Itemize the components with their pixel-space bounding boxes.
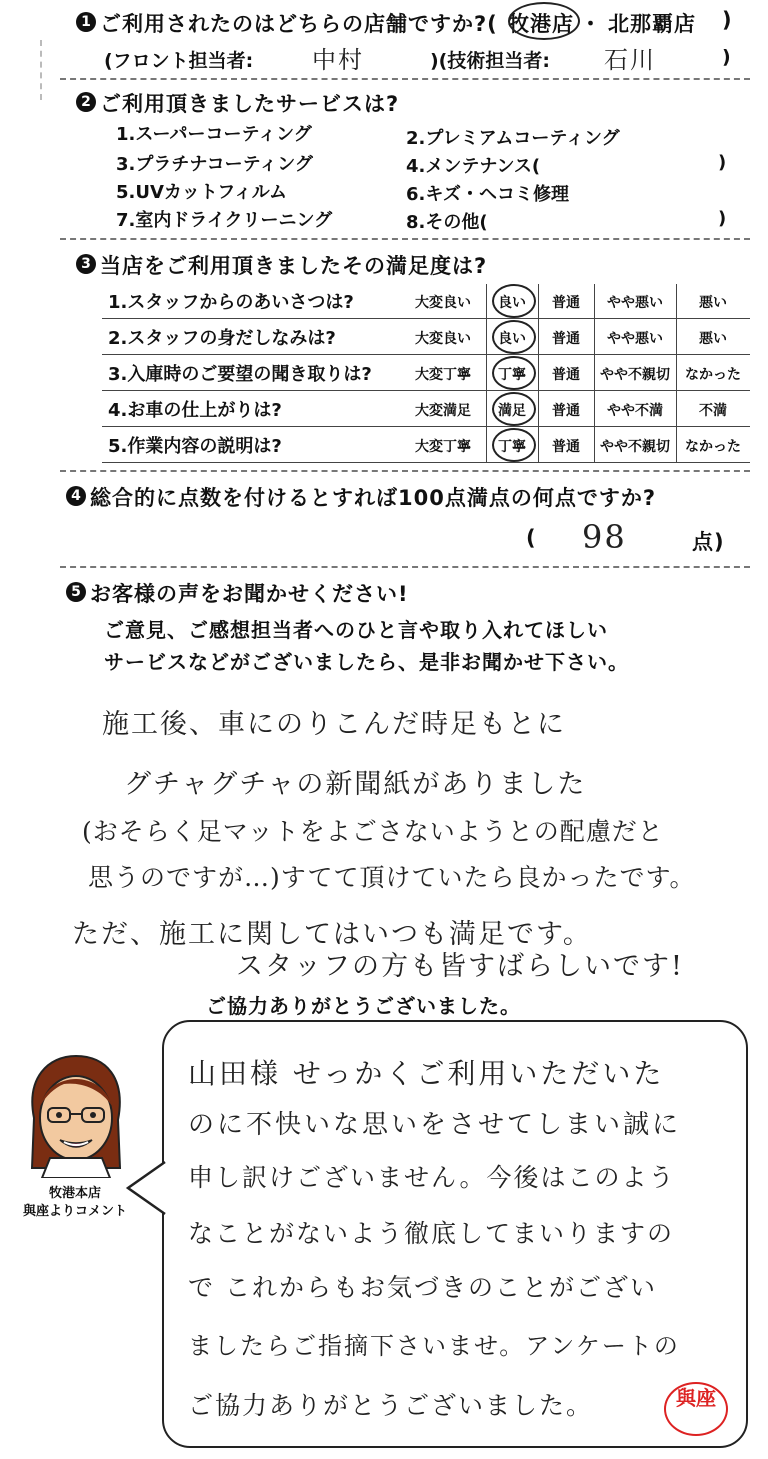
store-selected-circle (508, 2, 580, 40)
rating-row-label: 1.スタッフからのあいさつは? (108, 292, 354, 313)
rating-option: 丁寧 (498, 367, 526, 383)
rating-option: 普通 (552, 295, 580, 311)
rating-option: やや不親切 (600, 367, 670, 383)
rating-row-label: 5.作業内容の説明は? (108, 436, 282, 457)
rating-option: 不満 (699, 403, 727, 419)
staff-avatar (20, 1048, 132, 1178)
name-stamp: 與座 (664, 1382, 728, 1436)
table-rule (102, 462, 750, 463)
q5-text: お客様の声をお聞かせください! (90, 582, 409, 606)
rating-option: 満足 (498, 403, 526, 419)
selected-rating-circle (492, 392, 536, 426)
rating-option: 普通 (552, 367, 580, 383)
selected-rating-circle (492, 320, 536, 354)
speech-bubble-tail (124, 1158, 168, 1218)
comment-line: 施工後、車にのりこんだ時足もとに (102, 709, 566, 740)
reply-line: のに不快いな思いをさせてしまい誠に (188, 1110, 682, 1140)
tech-staff-close: ) (722, 46, 731, 68)
reply-line: なことがないよう徹底してまいりますの (188, 1219, 675, 1248)
comment-line: ただ、施工に関してはいつも満足です。 (72, 919, 592, 950)
question-number-4: 4 (66, 486, 86, 506)
table-column-rule (676, 284, 677, 462)
selected-rating-circle (492, 428, 536, 462)
rating-row-label: 4.お車の仕上がりは? (108, 400, 282, 421)
q4-text: 総合的に点数を付けるとすれば100点満点の何点ですか? (90, 486, 657, 510)
rating-option: 大変丁寧 (415, 439, 471, 455)
reply-line: ご協力ありがとうございました。 (188, 1391, 594, 1420)
reply-line: 山田様 せっかくご利用いただいた (188, 1057, 665, 1090)
divider (60, 238, 750, 240)
question-number-1: 1 (76, 12, 96, 32)
paren-close: ) (718, 208, 727, 229)
rating-option: 普通 (552, 439, 580, 455)
paren-close: ) (718, 152, 727, 173)
question-number-3: 3 (76, 254, 96, 274)
rating-option: やや不親切 (600, 439, 670, 455)
table-rule (102, 318, 750, 319)
comment-line: (おそらく足マットをよごさないようとの配慮だと (82, 817, 664, 846)
rating-option: 大変満足 (415, 403, 471, 419)
service-item: 8.その他( (406, 212, 488, 233)
divider (60, 78, 750, 80)
store-main: 牧港店 (508, 12, 574, 36)
rating-option: なかった (685, 439, 741, 455)
service-item: 1.スーパーコーティング (116, 124, 312, 145)
question-number-2: 2 (76, 92, 96, 112)
table-column-rule (594, 284, 595, 462)
staff-caption-comment: 與座よりコメント (22, 1204, 127, 1219)
table-rule (102, 390, 750, 391)
table-rule (102, 354, 750, 355)
rating-option: 悪い (699, 331, 727, 347)
service-item: 5.UVカットフィルム (116, 182, 288, 203)
rating-option: やや悪い (607, 295, 663, 311)
q1-text: ご利用されたのはどちらの店舗ですか?( (100, 12, 498, 36)
q5-sub2: サービスなどがございましたら、是非お聞かせ下さい。 (104, 650, 629, 674)
rating-option: やや悪い (607, 331, 663, 347)
service-item: 2.プレミアムコーティング (406, 128, 620, 149)
rating-option: 良い (498, 295, 526, 311)
store-separator: ・ (580, 12, 602, 36)
score-value: 98 (582, 518, 627, 556)
question-number-5: 5 (66, 582, 86, 602)
comment-line: スタッフの方も皆すばらしいです! (236, 951, 684, 982)
rating-option: 大変良い (415, 295, 471, 311)
store-other: 北那覇店 (608, 12, 696, 36)
service-item: 7.室内ドライクリーニング (116, 210, 333, 231)
rating-option: やや不満 (607, 403, 663, 419)
tech-staff-value: 石川 (604, 46, 656, 74)
comment-line: 思うのですが…)すてて頂けていたら良かったです。 (88, 863, 696, 892)
rating-option: 悪い (699, 295, 727, 311)
q5-sub1: ご意見、ご感想担当者へのひと言や取り入れてほしい (104, 618, 608, 642)
rating-option: なかった (685, 367, 741, 383)
rating-row-label: 2.スタッフの身だしなみは? (108, 328, 336, 349)
service-item: 6.キズ・ヘコミ修理 (406, 184, 570, 205)
staff-caption-store: 牧港本店 (48, 1186, 101, 1201)
selected-rating-circle (492, 284, 536, 318)
reply-line: で これからもお気づきのことがござい (188, 1273, 657, 1302)
divider (60, 470, 750, 472)
q1-close: ) (722, 8, 733, 32)
front-staff-value: 中村 (312, 46, 364, 74)
score-unit: 点) (692, 530, 725, 554)
reply-line: ましたらご指摘下さいませ。アンケートの (188, 1332, 680, 1360)
rating-option: 普通 (552, 403, 580, 419)
service-item: 4.メンテナンス( (406, 156, 541, 177)
comment-line: グチャグチャの新聞紙がありました (124, 769, 587, 800)
tech-staff-label: )(技術担当者: (430, 50, 550, 72)
rating-option: 丁寧 (498, 439, 526, 455)
rating-option: 大変丁寧 (415, 367, 471, 383)
rating-option: 普通 (552, 331, 580, 347)
front-staff-label: (フロント担当者: (104, 50, 254, 72)
selected-rating-circle (492, 356, 536, 390)
rating-row-label: 3.入庫時のご要望の聞き取りは? (108, 364, 372, 385)
margin-rule (40, 40, 42, 100)
score-open: ( (526, 526, 537, 550)
table-column-rule (486, 284, 487, 462)
service-item: 3.プラチナコーティング (116, 154, 313, 175)
q2-text: ご利用頂きましたサービスは? (100, 92, 400, 116)
table-column-rule (538, 284, 539, 462)
q3-text: 当店をご利用頂きましたその満足度は? (100, 254, 488, 278)
rating-option: 大変良い (415, 331, 471, 347)
thanks-text: ご協力ありがとうございました。 (206, 994, 521, 1018)
rating-option: 良い (498, 331, 526, 347)
reply-line: 申し訳けございません。今後はこのよう (188, 1163, 676, 1192)
divider (60, 566, 750, 568)
table-rule (102, 426, 750, 427)
